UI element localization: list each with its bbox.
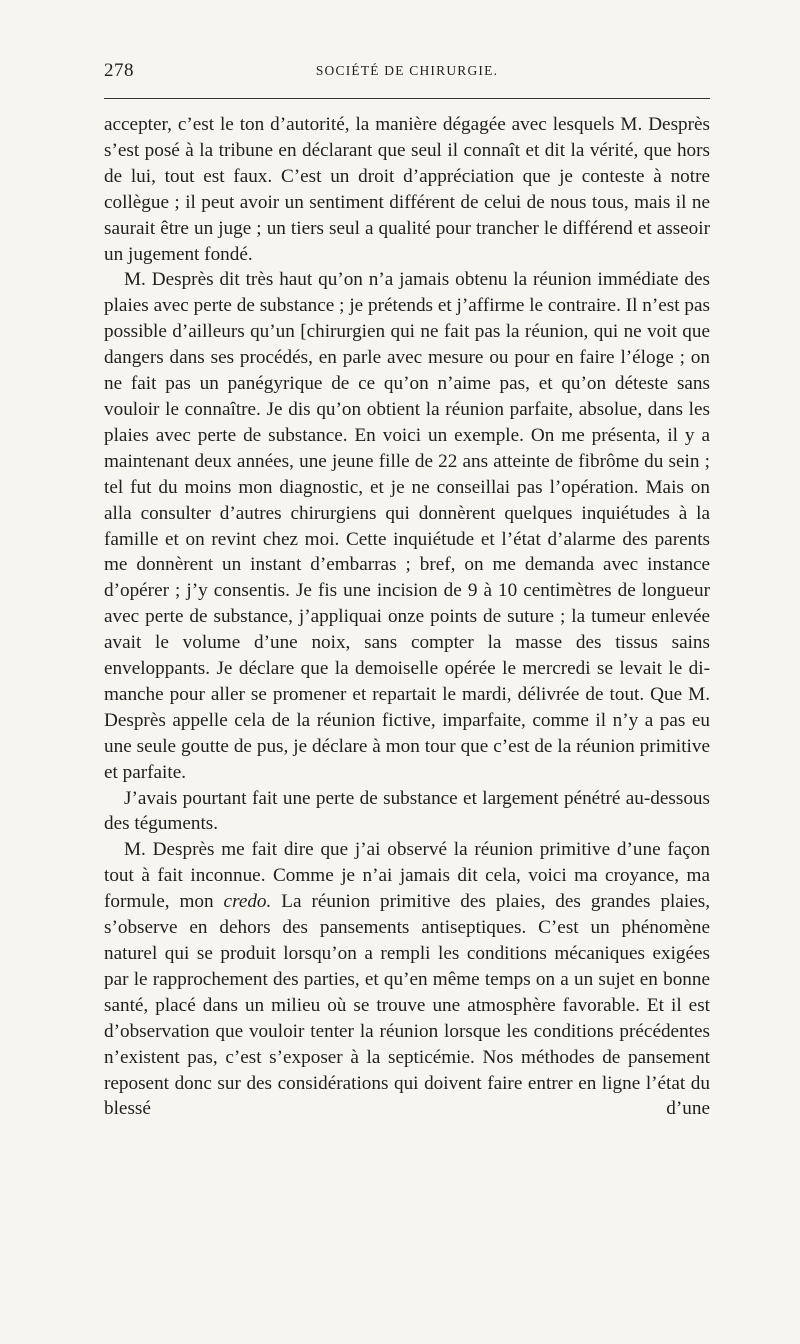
page-number: 278 <box>104 60 134 81</box>
paragraph-text: M. Desprès me fait dire que j’ai observé la réunion primitive d’une façon tout à fait inconnue. Comme je n’ai jamais dit cela, voici ma croyance, ma formule, mon <box>104 839 710 913</box>
paragraph-text: La réunion primitive des plaies, des grandes plaies, s’observe en dehors des pansements antiseptiques. C’est un phénomène naturel qui se produit lorsqu’on a rempli les conditions mécaniques exigées par le rapprochement des parties, et qu’en même temps on a un sujet en bonne santé, placé dans un milieu où se trouve une atmosphère favorable. Et il est d’observation que vouloir tenter la réunion lorsque les conditions précédentes n’existent pas, c’est s’exposer à la septicémie. Nos méthodes de pansement reposent donc sur des considérations qui doivent faire entrer en ligne l’état du blessé d’une <box>104 891 710 1120</box>
italic-term: credo. <box>223 891 272 913</box>
header-rule <box>104 98 710 99</box>
running-title: SOCIÉTÉ DE CHIRURGIE. <box>315 63 499 78</box>
paragraph: M. Desprès dit très haut qu’on n’a jamais obtenu la réunion immédiate des plaies avec perte de substance ; je prétends et j’affirme le contraire. Il n’est pas possible d’ailleurs qu’un [chirurgien qui ne fait pas la réunion, qui ne voit que dangers dans ses procédés, en parle avec mesure ou pour en faire l’éloge ; on ne fait pas un panégyrique de ce qu’on n’aime pas, et qu’on déteste sans vouloir le connaître. Je dis qu’on obtient la réunion parfaite, absolue, dans les plaies avec perte de substance. En voici un exemple. On me présenta, il y a maintenant deux années, une jeune fille de 22 ans atteinte de fibrôme du sein ; tel fut du moins mon diagnostic, et je ne conseillai pas l’opération. Mais on alla consulter d’autres chirurgiens qui donnèrent quelques inquiétudes à la famille et on revint chez moi. Cette inquiétude et l’état d’alarme des parents me donnèrent un instant d’embarras ; bref, on me demanda avec instance d’opérer ; j’y consentis. Je fis une incision de 9 à 10 centimètres de longueur avec perte de substance, j’appliquai onze points de suture ; la tumeur enlevée avait le volume d’une noix, sans compter la masse des tissus sains enveloppants. Je déclare que la demoiselle opérée le mercredi se levait le dimanche pour aller se promener et repartait le mardi, délivrée de tout. Que M. Desprès appelle cela de la réunion fictive, imparfaite, comme il n’y a pas eu une seule goutte de pus, je déclare à mon tour que c’est de la réunion primitive et parfaite. <box>104 269 710 783</box>
body-text <box>104 112 710 1122</box>
paragraph: J’avais pourtant fait une perte de substance et largement pénétré au-dessous des téguments. <box>104 787 710 835</box>
page-header <box>104 60 710 84</box>
paragraph <box>104 837 710 1122</box>
paragraph: accepter, c’est le ton d’autorité, la manière dégagée avec lesquels M. Desprès s’est posé à la tribune en déclarant que seul il connaît et dit la vérité, que hors de lui, tout est faux. C’est un droit d’appréciation que je conteste à notre collègue ; il peut avoir un sentiment différent de celui de nous tous, mais il ne saurait être un juge ; un tiers seul a qualité pour trancher le différend et asseoir un jugement fondé. <box>104 114 710 265</box>
